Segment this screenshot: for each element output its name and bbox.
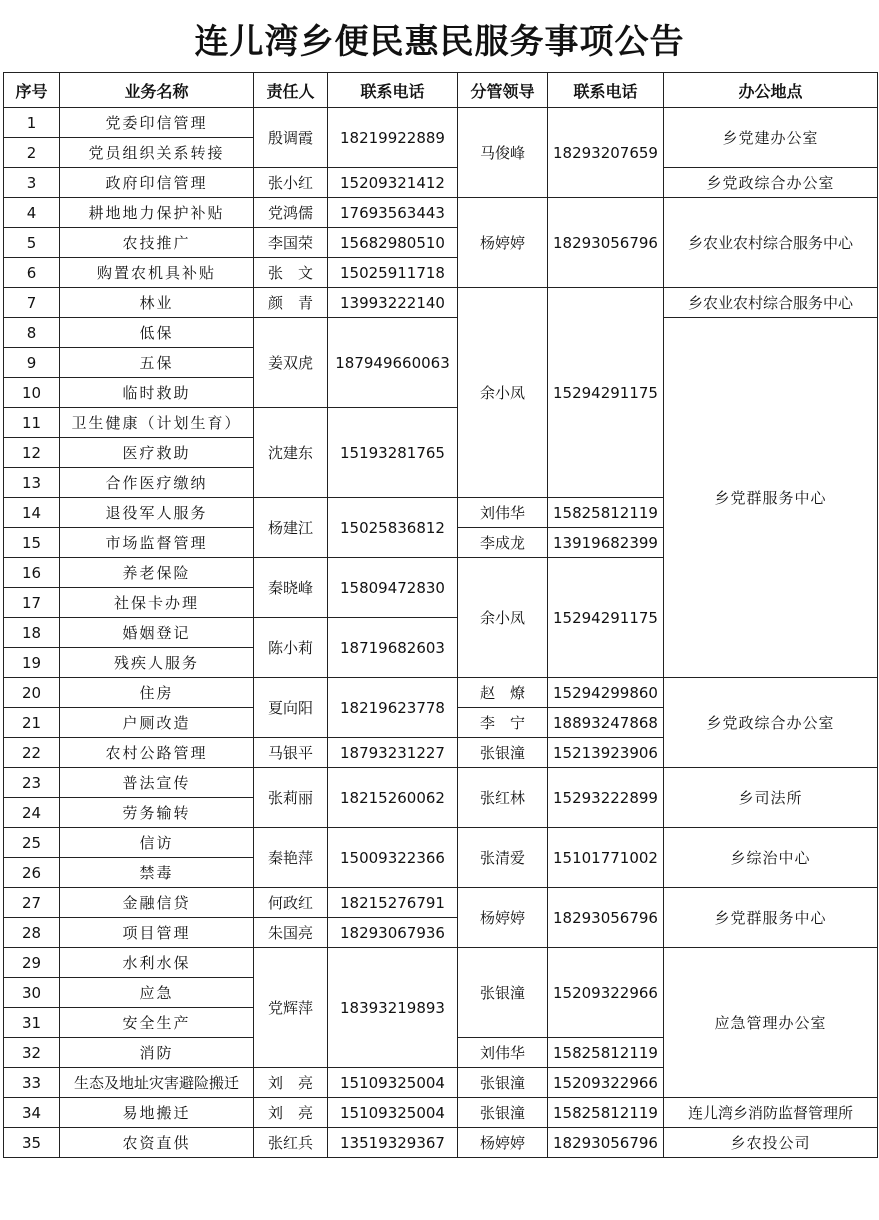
phone-number: 18393219893 [328,948,458,1068]
responsible-person: 张莉丽 [254,768,328,828]
service-name: 金融信贷 [60,888,254,918]
service-name: 婚姻登记 [60,618,254,648]
leader-phone: 15101771002 [548,828,664,888]
leader-phone: 15825812119 [548,1038,664,1068]
service-name: 林业 [60,288,254,318]
row-number: 21 [4,708,60,738]
service-name: 社保卡办理 [60,588,254,618]
table-row [4,318,878,348]
service-name: 临时救助 [60,378,254,408]
leader-name: 李成龙 [458,528,548,558]
leader-name: 张银潼 [458,738,548,768]
responsible-person: 马银平 [254,738,328,768]
service-name: 耕地地力保护补贴 [60,198,254,228]
row-number: 17 [4,588,60,618]
service-name: 市场监督管理 [60,528,254,558]
responsible-person: 沈建东 [254,408,328,498]
leader-phone: 15825812119 [548,1098,664,1128]
row-number: 23 [4,768,60,798]
row-number: 6 [4,258,60,288]
phone-number: 18219623778 [328,678,458,738]
row-number: 9 [4,348,60,378]
phone-number: 15682980510 [328,228,458,258]
responsible-person: 刘 亮 [254,1068,328,1098]
service-name: 养老保险 [60,558,254,588]
office-location: 乡农业农村综合服务中心 [664,288,878,318]
leader-phone: 15213923906 [548,738,664,768]
office-location: 连儿湾乡消防监督管理所 [664,1098,878,1128]
row-number: 10 [4,378,60,408]
service-name: 信访 [60,828,254,858]
responsible-person: 李国荣 [254,228,328,258]
phone-number: 15809472830 [328,558,458,618]
row-number: 1 [4,108,60,138]
leader-phone: 15294291175 [548,558,664,678]
service-name: 生态及地址灾害避险搬迁 [60,1068,254,1098]
phone-number: 18219922889 [328,108,458,168]
leader-phone: 15293222899 [548,768,664,828]
table-row [4,768,878,798]
header-phone: 联系电话 [328,73,458,108]
row-number: 13 [4,468,60,498]
row-number: 5 [4,228,60,258]
phone-number: 15193281765 [328,408,458,498]
office-location: 乡司法所 [664,768,878,828]
phone-number: 18793231227 [328,738,458,768]
service-name: 水利水保 [60,948,254,978]
leader-phone: 13919682399 [548,528,664,558]
row-number: 25 [4,828,60,858]
office-location: 乡综治中心 [664,828,878,888]
leader-phone: 15294291175 [548,288,664,498]
header-responsible-person: 责任人 [254,73,328,108]
responsible-person: 张 文 [254,258,328,288]
phone-number: 15109325004 [328,1098,458,1128]
service-name: 政府印信管理 [60,168,254,198]
service-name: 农村公路管理 [60,738,254,768]
leader-phone: 18293056796 [548,888,664,948]
table-row [4,678,878,708]
service-name: 应急 [60,978,254,1008]
service-name: 残疾人服务 [60,648,254,678]
phone-number: 15025836812 [328,498,458,558]
service-name: 住房 [60,678,254,708]
responsible-person: 刘 亮 [254,1098,328,1128]
service-name: 普法宣传 [60,768,254,798]
row-number: 18 [4,618,60,648]
responsible-person: 殷调霞 [254,108,328,168]
row-number: 8 [4,318,60,348]
leader-name: 杨婷婷 [458,888,548,948]
table-row [4,288,878,318]
phone-number: 13993222140 [328,288,458,318]
responsible-person: 朱国亮 [254,918,328,948]
phone-number: 13519329367 [328,1128,458,1158]
leader-phone: 15825812119 [548,498,664,528]
row-number: 22 [4,738,60,768]
responsible-person: 张小红 [254,168,328,198]
table-row [4,1098,878,1128]
row-number: 19 [4,648,60,678]
row-number: 27 [4,888,60,918]
row-number: 14 [4,498,60,528]
service-name: 医疗救助 [60,438,254,468]
responsible-person: 陈小莉 [254,618,328,678]
responsible-person: 夏向阳 [254,678,328,738]
header-service-name: 业务名称 [60,73,254,108]
row-number: 24 [4,798,60,828]
phone-number: 15025911718 [328,258,458,288]
phone-number: 18293067936 [328,918,458,948]
row-number: 4 [4,198,60,228]
leader-name: 赵 燎 [458,678,548,708]
leader-name: 余小凤 [458,288,548,498]
leader-phone: 18293207659 [548,108,664,198]
leader-phone: 15209322966 [548,948,664,1038]
table-row [4,828,878,858]
leader-name: 马俊峰 [458,108,548,198]
row-number: 33 [4,1068,60,1098]
phone-number: 15209321412 [328,168,458,198]
leader-name: 余小凤 [458,558,548,678]
service-name: 安全生产 [60,1008,254,1038]
row-number: 35 [4,1128,60,1158]
table-row [4,198,878,228]
office-location: 乡农业农村综合服务中心 [664,198,878,288]
service-name: 户厕改造 [60,708,254,738]
row-number: 12 [4,438,60,468]
row-number: 11 [4,408,60,438]
row-number: 30 [4,978,60,1008]
row-number: 20 [4,678,60,708]
table-row [4,948,878,978]
service-name: 劳务输转 [60,798,254,828]
leader-name: 张银潼 [458,1068,548,1098]
service-name: 农资直供 [60,1128,254,1158]
responsible-person: 秦晓峰 [254,558,328,618]
row-number: 7 [4,288,60,318]
service-name: 农技推广 [60,228,254,258]
row-number: 29 [4,948,60,978]
leader-name: 李 宁 [458,708,548,738]
leader-name: 张银潼 [458,948,548,1038]
leader-name: 刘伟华 [458,498,548,528]
phone-number: 18215276791 [328,888,458,918]
header-number: 序号 [4,73,60,108]
service-name: 消防 [60,1038,254,1068]
leader-name: 杨婷婷 [458,1128,548,1158]
table-row [4,168,878,198]
table-row [4,1128,878,1158]
leader-phone: 15209322966 [548,1068,664,1098]
responsible-person: 党辉萍 [254,948,328,1068]
service-name: 退役军人服务 [60,498,254,528]
service-name: 党委印信管理 [60,108,254,138]
responsible-person: 张红兵 [254,1128,328,1158]
service-name: 购置农机具补贴 [60,258,254,288]
phone-number: 15109325004 [328,1068,458,1098]
office-location: 乡党群服务中心 [664,318,878,678]
row-number: 32 [4,1038,60,1068]
leader-phone: 15294299860 [548,678,664,708]
row-number: 16 [4,558,60,588]
service-name: 五保 [60,348,254,378]
responsible-person: 杨建江 [254,498,328,558]
header-office: 办公地点 [664,73,878,108]
row-number: 28 [4,918,60,948]
leader-name: 张红林 [458,768,548,828]
row-number: 2 [4,138,60,168]
service-name: 卫生健康（计划生育） [60,408,254,438]
service-name: 易地搬迁 [60,1098,254,1128]
responsible-person: 何政红 [254,888,328,918]
table-row [4,108,878,138]
leader-name: 张清爱 [458,828,548,888]
row-number: 31 [4,1008,60,1038]
header-leader: 分管领导 [458,73,548,108]
office-location: 应急管理办公室 [664,948,878,1098]
phone-number: 18215260062 [328,768,458,828]
service-name: 项目管理 [60,918,254,948]
phone-number: 187949660063 [328,318,458,408]
service-table [3,72,878,1158]
responsible-person: 党鸿儒 [254,198,328,228]
leader-phone: 18293056796 [548,1128,664,1158]
office-location: 乡党政综合办公室 [664,678,878,768]
office-location: 乡党建办公室 [664,108,878,168]
row-number: 3 [4,168,60,198]
service-name: 禁毒 [60,858,254,888]
office-location: 乡党政综合办公室 [664,168,878,198]
office-location: 乡农投公司 [664,1128,878,1158]
row-number: 34 [4,1098,60,1128]
header-leader-phone: 联系电话 [548,73,664,108]
responsible-person: 秦艳萍 [254,828,328,888]
table-row [4,888,878,918]
row-number: 26 [4,858,60,888]
leader-phone: 18293056796 [548,198,664,288]
responsible-person: 颜 青 [254,288,328,318]
phone-number: 17693563443 [328,198,458,228]
leader-name: 张银潼 [458,1098,548,1128]
service-name: 合作医疗缴纳 [60,468,254,498]
responsible-person: 姜双虎 [254,318,328,408]
leader-phone: 18893247868 [548,708,664,738]
row-number: 15 [4,528,60,558]
page-title: 连儿湾乡便民惠民服务事项公告 [194,22,685,62]
service-name: 党员组织关系转接 [60,138,254,168]
table-header-row [4,73,878,108]
phone-number: 18719682603 [328,618,458,678]
leader-name: 刘伟华 [458,1038,548,1068]
service-name: 低保 [60,318,254,348]
phone-number: 15009322366 [328,828,458,888]
office-location: 乡党群服务中心 [664,888,878,948]
leader-name: 杨婷婷 [458,198,548,288]
